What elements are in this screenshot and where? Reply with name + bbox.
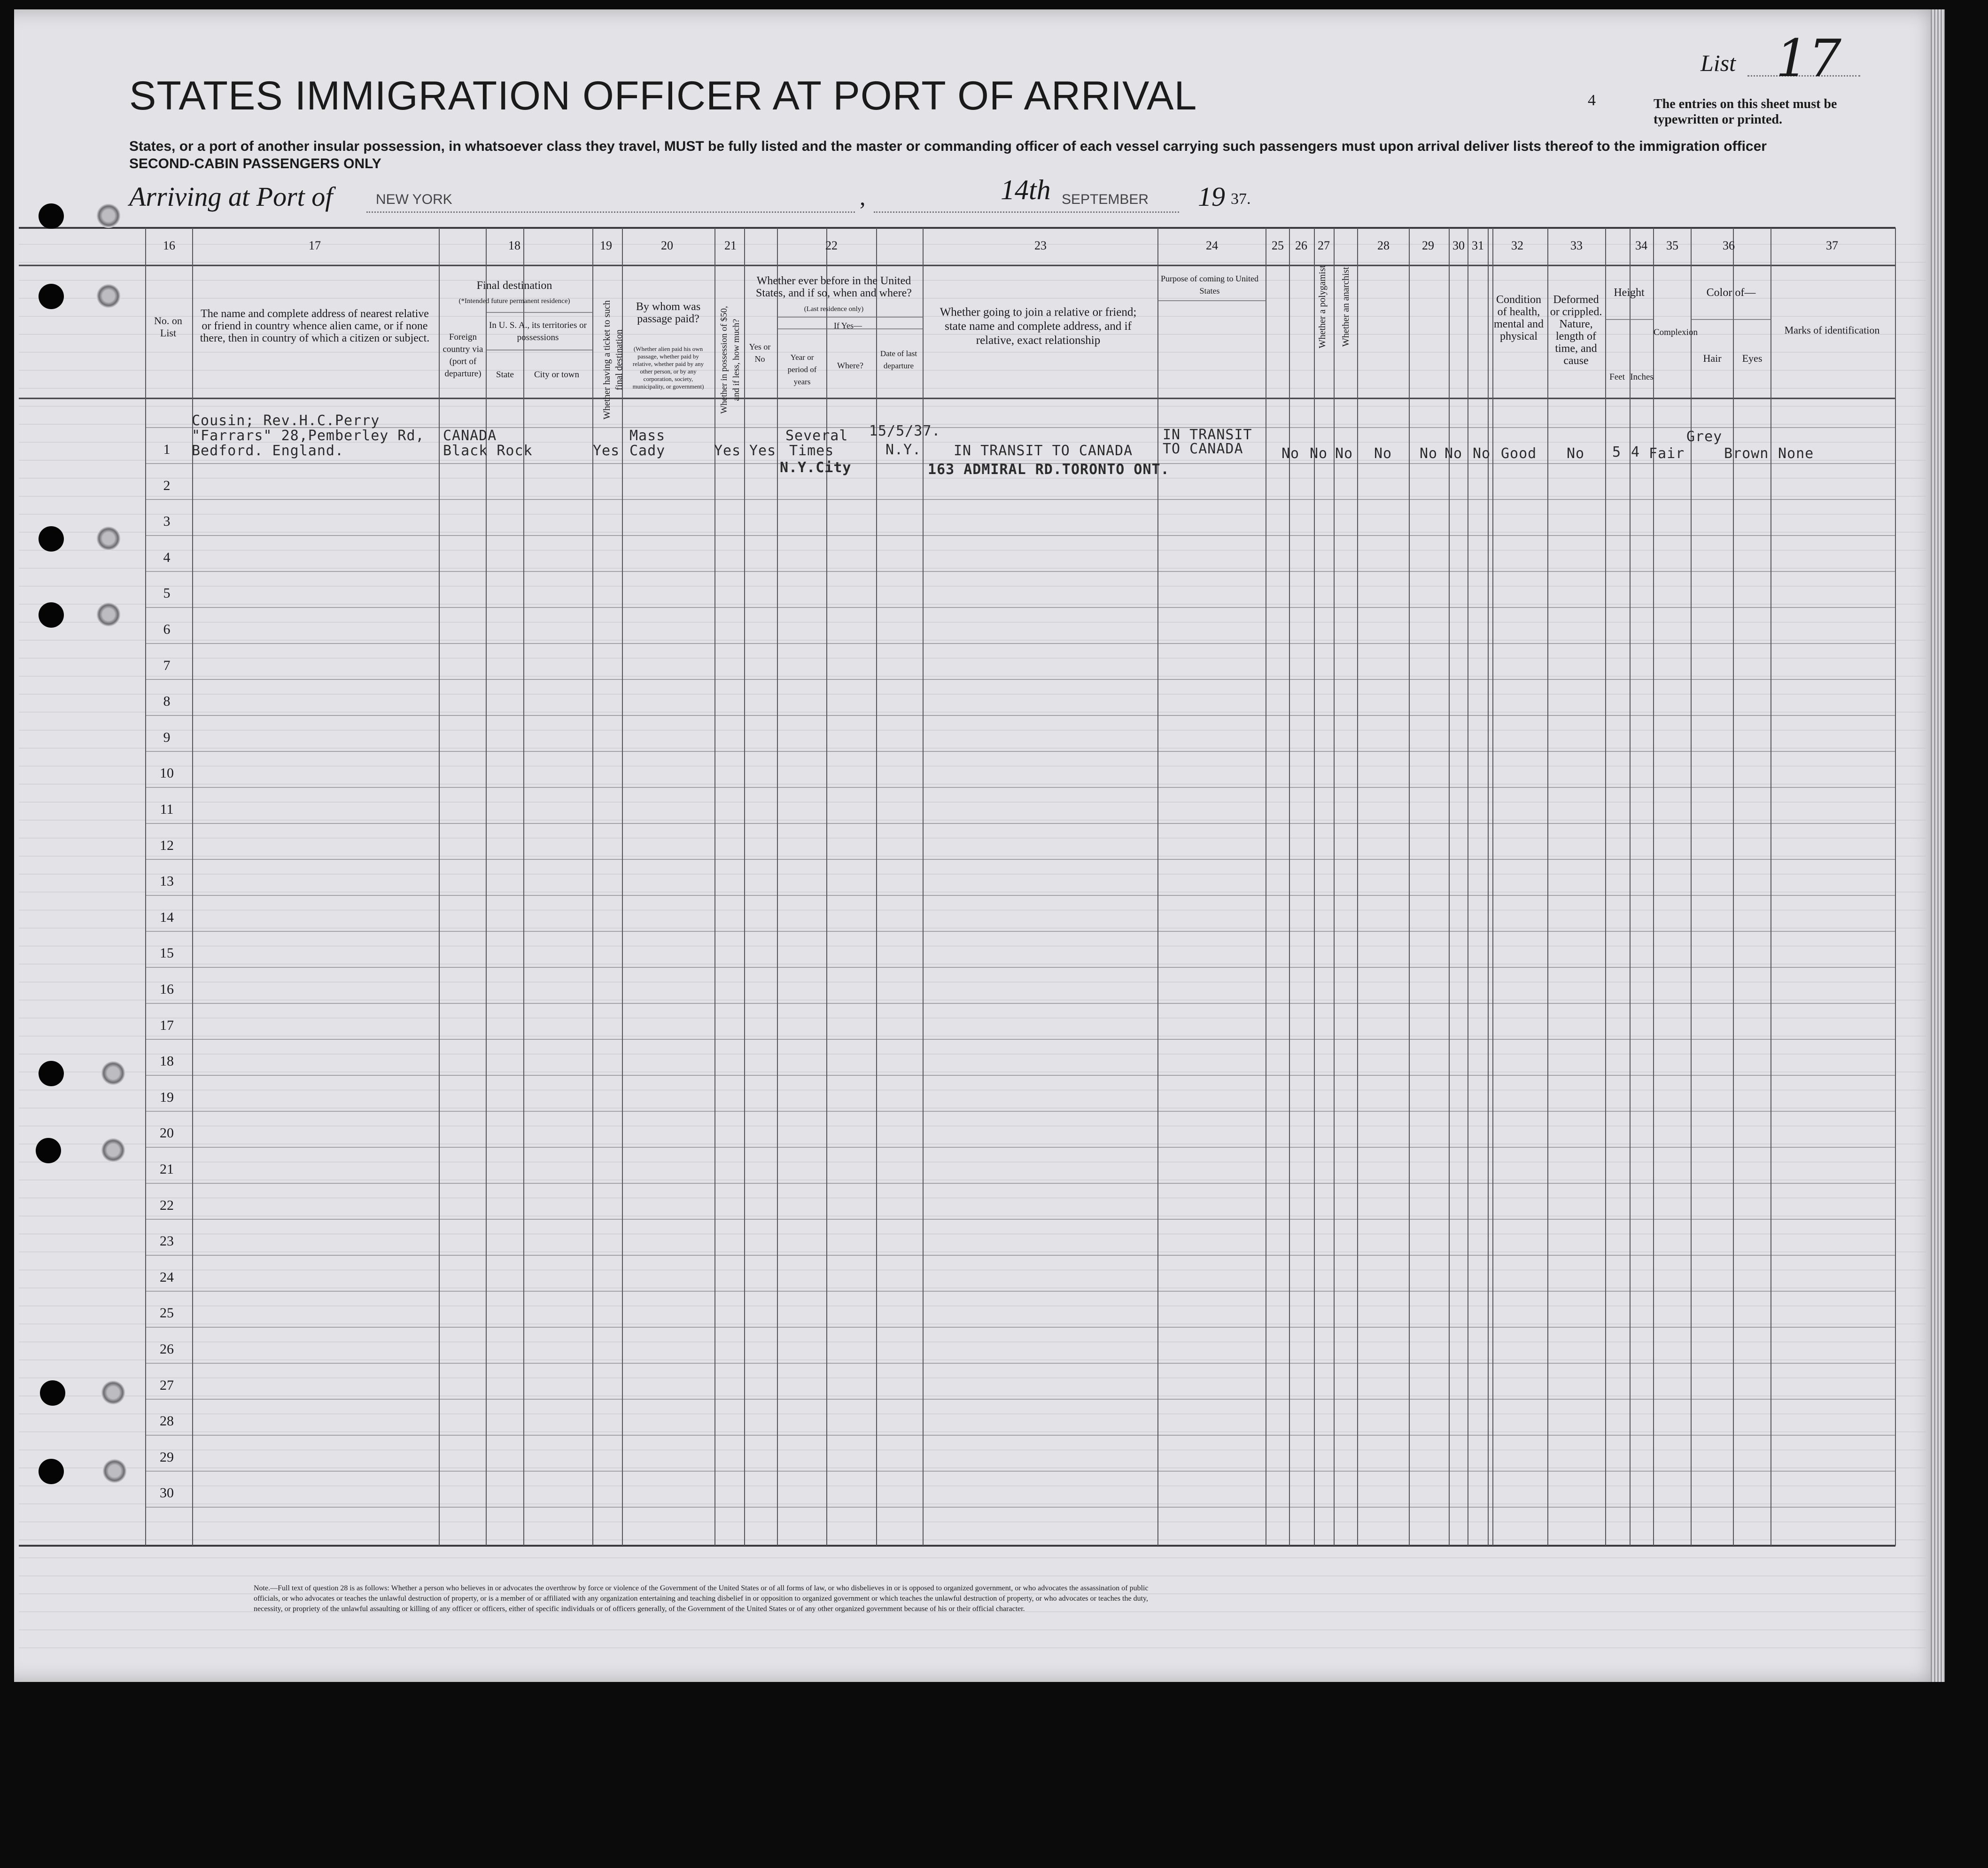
page-title: STATES IMMIGRATION OFFICER AT PORT OF ARRIVAL <box>129 73 1197 118</box>
year-prefix: 19 <box>1198 181 1225 212</box>
health-value: Good <box>1501 445 1537 462</box>
row-number-1: 1 <box>163 442 171 457</box>
list-label: List <box>1701 50 1736 76</box>
row-number-9: 9 <box>163 729 171 745</box>
relative-line-1: Cousin; Rev.H.C.Perry <box>192 413 380 429</box>
row-number-19: 19 <box>160 1089 174 1105</box>
column-number-35: 35 <box>1666 239 1678 252</box>
header-hair: Hair <box>1703 352 1722 364</box>
binder-hole <box>39 203 64 229</box>
binder-hole <box>39 602 64 628</box>
c26-value: No <box>1310 445 1328 462</box>
binder-hole <box>39 1459 64 1484</box>
row-number-4: 4 <box>163 549 171 565</box>
header-condition: Condition of health, mental and physical <box>1494 294 1544 342</box>
purpose-line-1: IN TRANSIT <box>1163 427 1252 443</box>
binder-hole-shadow <box>101 1380 125 1405</box>
relative-line-2: "Farrars" 28,Pemberley Rd, <box>192 428 425 444</box>
row-number-6: 6 <box>163 622 171 637</box>
purpose-line-2: TO CANADA <box>1163 441 1243 457</box>
header-year-period: Year or period of years <box>787 353 817 386</box>
column-number-20: 20 <box>661 239 673 252</box>
ticket-value: Yes <box>593 443 620 459</box>
column-number-22: 22 <box>825 239 838 252</box>
row-number-10: 10 <box>160 765 174 781</box>
cabin-class-line: SECOND-CABIN PASSENGERS ONLY <box>129 156 381 171</box>
page-number: 4 <box>1588 92 1596 109</box>
header-where: Where? <box>837 361 863 370</box>
binder-hole-shadow <box>101 1061 125 1085</box>
row-number-30: 30 <box>160 1485 174 1501</box>
column-number-16: 16 <box>163 239 175 252</box>
header-ever-before: Whether ever before in the United States, and if so, when and where? <box>756 275 912 299</box>
column-number-32: 32 <box>1511 239 1523 252</box>
foreign-town-value: Black Rock <box>443 443 533 459</box>
where-line-2: N.Y.City <box>780 459 852 476</box>
binder-hole-shadow <box>102 1459 127 1483</box>
row-number-27: 27 <box>160 1377 174 1393</box>
header-possession: Whether in possession of $50, and if less, how much? <box>719 306 741 414</box>
comma: , <box>860 184 866 210</box>
header-last-residence: (Last residence only) <box>804 305 864 313</box>
binder-hole <box>40 1380 65 1406</box>
row-number-15: 15 <box>160 945 174 961</box>
join-line-2: 163 ADMIRAL RD.TORONTO ONT. <box>928 461 1170 478</box>
ever-before-value: Yes <box>749 443 777 459</box>
arrival-month: SEPTEMBER <box>1062 192 1149 207</box>
paid-by-line-1: Mass <box>629 428 666 444</box>
where-line-1: N.Y. <box>885 442 922 458</box>
header-complexion: Complexion <box>1654 327 1698 337</box>
row-number-26: 26 <box>160 1341 174 1357</box>
column-number-23: 23 <box>1034 239 1047 252</box>
column-number-37: 37 <box>1826 239 1838 252</box>
marks-value: None <box>1778 445 1814 462</box>
binder-hole <box>39 1061 64 1086</box>
c27-value: No <box>1335 445 1353 462</box>
column-number-17: 17 <box>309 239 321 252</box>
relative-line-3: Bedford. England. <box>192 443 344 459</box>
row-number-7: 7 <box>163 657 171 673</box>
row-number-8: 8 <box>163 693 171 709</box>
c28-value: No <box>1374 445 1392 462</box>
c30-value: No <box>1444 445 1463 462</box>
row-number-12: 12 <box>160 837 174 853</box>
c25-value: No <box>1281 445 1300 462</box>
row-number-28: 28 <box>160 1413 174 1429</box>
header-height: Height <box>1614 287 1645 299</box>
row-number-25: 25 <box>160 1305 174 1321</box>
possession-value: Yes <box>714 443 741 459</box>
row-number-5: 5 <box>163 585 171 601</box>
header-join-relative: Whether going to join a relative or friend; state name and complete address, and if relative, exact relationship <box>940 306 1137 347</box>
row-number-24: 24 <box>160 1269 174 1285</box>
header-color-of: Color of— <box>1706 287 1756 299</box>
feet-value: 5 <box>1612 444 1622 460</box>
column-number-31: 31 <box>1472 239 1484 252</box>
row-number-11: 11 <box>160 802 174 817</box>
binder-hole <box>39 284 64 309</box>
row-number-14: 14 <box>160 909 174 925</box>
row-number-21: 21 <box>160 1161 174 1177</box>
join-line-1: IN TRANSIT TO CANADA <box>954 443 1133 459</box>
complexion-value: Fair <box>1649 445 1685 462</box>
c31-value: No <box>1473 445 1491 462</box>
row-number-17: 17 <box>160 1017 174 1033</box>
header-if-yes: If Yes— <box>833 321 862 330</box>
instructions-line: States, or a port of another insular possession, in whatsoever class they travel, MUST be fully listed and the master or commanding officer of each vessel carrying such passengers must upon arrival deliver lists thereof to the immigration officer <box>129 139 1767 154</box>
header-foreign-country: Foreign country via (port of departure) <box>443 332 483 379</box>
row-number-23: 23 <box>160 1233 174 1249</box>
header-ticket: Whether having a ticket to such final destination <box>602 300 624 420</box>
header-feet: Feet <box>1609 372 1625 382</box>
column-number-26: 26 <box>1295 239 1307 252</box>
row-number-18: 18 <box>160 1053 174 1069</box>
header-anarchist: Whether an anarchist <box>1341 267 1351 347</box>
row-number-2: 2 <box>163 477 171 493</box>
binder-hole-shadow <box>96 203 121 228</box>
column-number-36: 36 <box>1723 239 1735 252</box>
header-city: City or town <box>534 370 580 380</box>
header-marks: Marks of identification <box>1784 324 1880 336</box>
row-number-16: 16 <box>160 981 174 997</box>
column-number-25: 25 <box>1272 239 1284 252</box>
binder-hole-shadow <box>96 284 121 308</box>
row-number-13: 13 <box>160 873 174 889</box>
inches-value: 4 <box>1631 444 1640 460</box>
header-final-destination: Final destination <box>476 280 552 292</box>
column-number-21: 21 <box>724 239 737 252</box>
binder-hole-shadow <box>96 526 121 551</box>
c29-value: No <box>1420 445 1438 462</box>
paid-by-line-2: Cady <box>629 443 666 459</box>
header-by-whom-sub: (Whether alien paid his own passage, whether paid by relative, whether paid by any other person, or by any corporation, society, municipality, or government) <box>632 345 704 390</box>
header-deformed: Deformed or crippled. Nature, length of time, and cause <box>1550 294 1602 367</box>
period-line-2: Times <box>789 443 834 459</box>
column-number-28: 28 <box>1377 239 1390 252</box>
entries-note: The entries on this sheet must be typewritten or printed. <box>1654 97 1837 127</box>
foreign-country-value: CANADA <box>443 428 497 444</box>
header-by-whom: By whom was passage paid? <box>636 301 701 325</box>
header-date-departure: Date of last departure <box>880 349 917 370</box>
header-relative: The name and complete address of nearest relative or friend in country whence alien came, or if none there, then in country of which a citizen or subject. <box>200 308 430 344</box>
header-final-destination-sub: (*Intended future permanent residence) <box>458 297 570 305</box>
header-in-usa: In U. S. A., its territories or possessions <box>489 320 587 342</box>
arrival-day: 14th <box>1001 174 1051 205</box>
row-number-22: 22 <box>160 1197 174 1213</box>
period-line-1: Several <box>785 428 848 444</box>
column-number-33: 33 <box>1570 239 1583 252</box>
header-purpose: Purpose of coming to United States <box>1161 274 1258 296</box>
year-suffix: 37. <box>1231 190 1251 208</box>
column-number-30: 30 <box>1452 239 1465 252</box>
eyes-value: Brown <box>1724 445 1769 462</box>
binder-hole <box>36 1138 61 1163</box>
column-number-24: 24 <box>1206 239 1218 252</box>
column-number-34: 34 <box>1635 239 1647 252</box>
column-number-29: 29 <box>1422 239 1434 252</box>
row-number-29: 29 <box>160 1449 174 1465</box>
header-state: State <box>496 370 514 380</box>
header-polygamist: Whether a polygamist <box>1317 265 1328 349</box>
header-no-on-list: No. on List <box>154 315 182 339</box>
column-number-18: 18 <box>508 239 520 252</box>
binder-hole-shadow <box>101 1138 125 1162</box>
column-number-19: 19 <box>600 239 612 252</box>
port-value: NEW YORK <box>376 192 452 207</box>
list-number: 17 <box>1776 28 1841 88</box>
arriving-label: Arriving at Port of <box>129 181 333 212</box>
row-number-3: 3 <box>163 514 171 529</box>
column-number-27: 27 <box>1318 239 1330 252</box>
binder-hole-shadow <box>96 602 121 627</box>
header-inches: Inches <box>1630 372 1654 382</box>
hair-value: Grey <box>1686 428 1723 445</box>
header-eyes: Eyes <box>1742 352 1763 364</box>
question-28-note: Note.—Full text of question 28 is as follows: Whether a person who believes in or advocates the overthrow by force or violence of the Government of the United States or of all forms of law, or who disbelieves in or is opposed to organized government, or who advocates the assassination of public officials, or who advocates or teaches the unlawful destruction of property, or is a member of or affiliated with any organization entertaining and teaching disbelief in or opposition to organized government or which teaches the unlawful destruction of property, or who advocates or teaches the duty, necessity, or propriety of the unlawful assaulting or killing of any officer or officers, either of specific individuals or of officers generally, of the Government of the United States or of any other organized government because of his or their official character. <box>254 1584 1149 1613</box>
departure-date: 15/5/37. <box>869 423 941 439</box>
header-yes-or-no: Yes or No <box>749 342 771 364</box>
binder-hole <box>39 526 64 552</box>
deformed-value: No <box>1567 445 1585 462</box>
row-number-20: 20 <box>160 1125 174 1141</box>
